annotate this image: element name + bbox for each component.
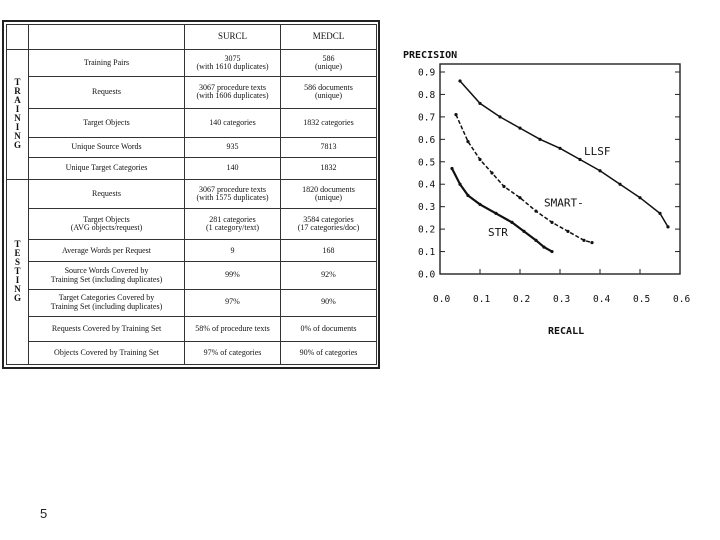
data-point-str — [522, 230, 525, 233]
y-tick-label: 0.9 — [418, 67, 436, 79]
table-row — [7, 316, 377, 341]
data-point-llsf — [538, 138, 541, 141]
surcl-value: 9 — [185, 240, 281, 262]
y-tick-label: 0.0 — [418, 269, 436, 281]
surcl-value: 99% — [185, 262, 281, 289]
column-header: MEDCL — [281, 25, 377, 50]
table-header-row — [7, 25, 377, 50]
data-point-llsf — [618, 183, 621, 186]
data-point-llsf — [458, 79, 461, 82]
y-tick-label: 0.6 — [418, 134, 436, 146]
medcl-value: 586 documents (unique) — [281, 77, 377, 108]
y-tick-label: 0.3 — [418, 202, 436, 214]
y-tick-label: 0.8 — [418, 89, 436, 101]
y-axis-label: PRECISION — [403, 50, 458, 61]
x-axis-label: RECALL — [548, 326, 585, 337]
data-point-smart — [454, 113, 457, 116]
series-label: STR — [488, 225, 508, 239]
data-point-llsf — [578, 158, 581, 161]
column-header: SURCL — [185, 25, 281, 50]
medcl-value: 1820 documents (unique) — [281, 179, 377, 208]
table-row — [7, 289, 377, 316]
surcl-value: 140 categories — [185, 108, 281, 137]
section-label: T E S T I N G — [7, 179, 29, 364]
data-point-smart — [550, 221, 553, 224]
data-point-smart — [478, 158, 481, 161]
y-tick-label: 0.7 — [418, 112, 436, 124]
table-row — [7, 179, 377, 208]
row-label: Unique Source Words — [29, 137, 185, 157]
medcl-value: 586 (unique) — [281, 50, 377, 77]
data-point-str — [478, 203, 481, 206]
data-point-smart — [534, 210, 537, 213]
data-point-smart — [582, 239, 585, 242]
precision-recall-chart — [395, 42, 700, 342]
data-point-smart — [566, 230, 569, 233]
data-point-str — [458, 183, 461, 186]
surcl-value: 3075 (with 1610 duplicates) — [185, 50, 281, 77]
x-tick-label: 0.3 — [553, 294, 571, 305]
data-point-str — [510, 221, 513, 224]
data-point-smart — [466, 140, 469, 143]
surcl-value: 140 — [185, 157, 281, 179]
table-row — [7, 77, 377, 108]
data-point-llsf — [598, 169, 601, 172]
data-point-smart — [490, 171, 493, 174]
section-label: T R A I N I N G — [7, 50, 29, 180]
row-label: Source Words Covered by Training Set (including duplicates) — [29, 262, 185, 289]
x-tick-label: 0.6 — [673, 294, 691, 305]
table-row — [7, 157, 377, 179]
medcl-value: 1832 categories — [281, 108, 377, 137]
x-tick-label: 0.2 — [513, 294, 531, 305]
data-point-smart — [518, 196, 521, 199]
data-point-llsf — [558, 147, 561, 150]
header-label-column — [29, 25, 185, 50]
y-tick-label: 0.5 — [418, 157, 436, 169]
table-row — [7, 240, 377, 262]
header-corner — [7, 25, 29, 50]
y-tick-label: 0.1 — [418, 247, 436, 259]
data-point-llsf — [658, 212, 661, 215]
data-point-llsf — [478, 102, 481, 105]
table-row — [7, 341, 377, 364]
x-tick-label: 0.1 — [473, 294, 491, 305]
medcl-value: 90% of categories — [281, 341, 377, 364]
medcl-value: 92% — [281, 262, 377, 289]
data-point-smart — [502, 185, 505, 188]
row-label: Target Objects — [29, 108, 185, 137]
medcl-value: 0% of documents — [281, 316, 377, 341]
statistics-table-panel — [0, 20, 382, 370]
medcl-value: 3584 categories (17 categories/doc) — [281, 209, 377, 240]
table-row — [7, 209, 377, 240]
data-point-llsf — [638, 196, 641, 199]
row-label: Requests Covered by Training Set — [29, 316, 185, 341]
table-row — [7, 262, 377, 289]
plot-frame — [440, 64, 680, 274]
medcl-value: 168 — [281, 240, 377, 262]
table-row — [7, 50, 377, 77]
series-label: SMART- — [544, 196, 584, 210]
y-tick-label: 0.2 — [418, 224, 436, 236]
row-label: Target Categories Covered by Training Set (including duplicates) — [29, 289, 185, 316]
data-point-str — [494, 212, 497, 215]
series-label: LLSF — [584, 145, 611, 159]
x-tick-label: 0.5 — [633, 294, 651, 305]
surcl-value: 58% of procedure texts — [185, 316, 281, 341]
row-label: Unique Target Categories — [29, 157, 185, 179]
surcl-value: 281 categories (1 category/text) — [185, 209, 281, 240]
medcl-value: 7813 — [281, 137, 377, 157]
row-label: Target Objects (AVG objects/request) — [29, 209, 185, 240]
row-label: Objects Covered by Training Set — [29, 341, 185, 364]
collection-statistics-table — [6, 24, 377, 365]
series-line-smart — [456, 115, 592, 243]
row-label: Requests — [29, 179, 185, 208]
surcl-value: 3067 procedure texts (with 1606 duplicates) — [185, 77, 281, 108]
surcl-value: 3067 procedure texts (with 1575 duplicates) — [185, 179, 281, 208]
medcl-value: 90% — [281, 289, 377, 316]
data-point-str — [450, 167, 453, 170]
x-tick-label: 0.4 — [593, 294, 611, 305]
data-point-str — [542, 245, 545, 248]
row-label: Average Words per Request — [29, 240, 185, 262]
data-point-str — [534, 239, 537, 242]
data-point-llsf — [518, 127, 521, 130]
y-tick-label: 0.4 — [418, 179, 436, 191]
x-tick-label: 0.0 — [433, 294, 451, 305]
medcl-value: 1832 — [281, 157, 377, 179]
data-point-str — [550, 250, 553, 253]
data-point-smart — [590, 241, 593, 244]
data-point-str — [466, 194, 469, 197]
table-row — [7, 137, 377, 157]
data-point-llsf — [666, 225, 669, 228]
surcl-value: 97% — [185, 289, 281, 316]
surcl-value: 935 — [185, 137, 281, 157]
row-label: Training Pairs — [29, 50, 185, 77]
surcl-value: 97% of categories — [185, 341, 281, 364]
chart-svg — [395, 42, 700, 342]
slide-number: 5 — [40, 506, 48, 521]
row-label: Requests — [29, 77, 185, 108]
data-point-llsf — [498, 115, 501, 118]
table-row — [7, 108, 377, 137]
